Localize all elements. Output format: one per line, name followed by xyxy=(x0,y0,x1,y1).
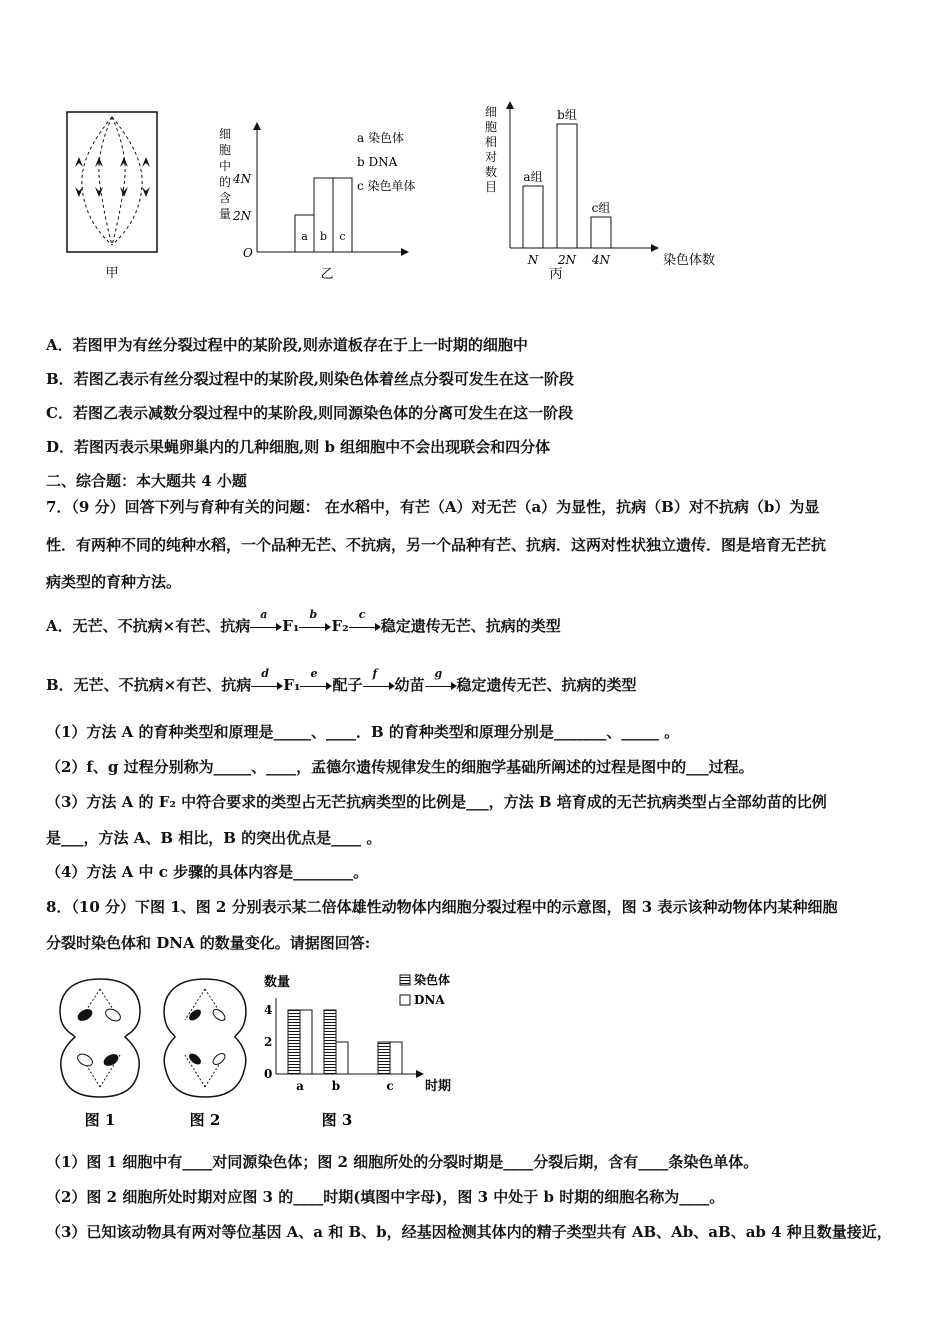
option-b: B．若图乙表示有丝分裂过程中的某阶段,则染色体着丝点分裂可发生在这一阶段 xyxy=(46,370,574,388)
legend-swatch-fig3-0 xyxy=(400,975,410,985)
arrow-b: b xyxy=(299,617,331,637)
option-a: A．若图甲为有丝分裂过程中的某阶段,则赤道板存在于上一时期的细胞中 xyxy=(46,336,528,354)
q7-stem-2: 性．有两种不同的纯种水稻，一个品种无芒、不抗病，另一个品种有芒、抗病．这两对性状独立遗传．图是培育无芒抗 xyxy=(46,536,827,554)
arrow-e: e xyxy=(300,676,332,696)
xtick-bing-1: 2N xyxy=(557,253,577,267)
legend-yi-0: a 染色体 xyxy=(357,131,404,145)
arrow-d: d xyxy=(251,676,283,696)
bar-label-bing-2: c组 xyxy=(591,201,611,215)
figure-jia xyxy=(60,105,175,285)
xtick-fig3-c: c xyxy=(386,1079,394,1093)
legend-yi-2: c 染色单体 xyxy=(357,179,416,193)
chart-fig3 xyxy=(262,970,472,1135)
bar-label-bing-0: a组 xyxy=(523,170,543,184)
bing-ylabel-char: 数 xyxy=(485,165,498,179)
figure-1-caption: 图 1 xyxy=(84,1111,116,1129)
q7-sub4: （4）方法 A 中 c 步骤的具体内容是________。 xyxy=(46,863,369,881)
tick-fig3-4: 4 xyxy=(264,1003,273,1017)
section-heading: 二、综合题：本大题共 4 小题 xyxy=(46,472,247,490)
tick-4n: 4N xyxy=(233,172,252,186)
bing-ylabel-char: 对 xyxy=(485,150,498,164)
bar-label-bing-1: b组 xyxy=(557,108,577,122)
figure-1 xyxy=(55,975,145,1135)
bar-fig3-c-dna xyxy=(390,1042,402,1074)
q7-stem-1: 7．（9 分）回答下列与育种有关的问题： 在水稻中，有芒（A）对无芒（a）为显性，抗病（B）对不抗病（b）为显 xyxy=(46,498,820,516)
xtick-bing-2: 4N xyxy=(591,253,611,267)
bar-fig3-a-dna xyxy=(300,1010,312,1074)
tick-2n: 2N xyxy=(233,209,252,223)
q8-sub1: （1）图 1 细胞中有____对同源染色体；图 2 细胞所处的分裂时期是____分裂后期，含有____条染色单体。 xyxy=(46,1153,759,1171)
chart-yi-ylabel: 细胞中的含量 xyxy=(219,127,232,221)
legend-fig3-0: 染色体 xyxy=(414,973,451,987)
chart-bing xyxy=(480,100,716,285)
chart-bing-xlabel: 染色体数 xyxy=(663,253,716,268)
bar-label-yi-b: b xyxy=(319,230,328,243)
legend-yi-1: b DNA xyxy=(357,155,398,169)
figure-2-caption: 图 2 xyxy=(189,1111,221,1129)
bar-fig3-a-chromosome xyxy=(288,1010,300,1074)
figure-jia-caption: 甲 xyxy=(105,266,119,281)
tick-fig3-2: 2 xyxy=(264,1035,273,1049)
figure-2 xyxy=(155,975,255,1135)
bing-ylabel-char: 细 xyxy=(485,105,498,119)
arrow-c: c xyxy=(349,617,381,637)
q7-sub3a: （3）方法 A 的 F₂ 中符合要求的类型占无芒抗病类型的比例是___，方法 B 培育成的无芒抗病类型占全部幼苗的比例 xyxy=(46,793,827,811)
q7-sub1: （1）方法 A 的育种类型和原理是_____、____．B 的育种类型和原理分别是_______、_____ 。 xyxy=(46,723,680,741)
legend-fig3-1: DNA xyxy=(414,993,445,1007)
option-d: D．若图丙表示果蝇卵巢内的几种细胞,则 b 组细胞中不会出现联会和四分体 xyxy=(46,438,551,456)
chart-fig3-ylabel: 数量 xyxy=(264,975,291,990)
arrow-g: g xyxy=(425,676,457,696)
q8-sub2: （2）图 2 细胞所处时期对应图 3 的____时期(填图中字母)，图 3 中处于 b 时期的细胞名称为____。 xyxy=(46,1188,725,1206)
bar-fig3-b-chromosome xyxy=(324,1010,336,1074)
chart-yi-caption: 乙 xyxy=(320,267,334,282)
arrow-a: a xyxy=(250,617,282,637)
bar-label-yi-c: c xyxy=(339,230,346,243)
q8-stem-2: 分裂时染色体和 DNA 的数量变化。请据图回答: xyxy=(46,934,371,952)
chart-bing-caption: 丙 xyxy=(549,267,563,282)
xtick-bing-0: N xyxy=(527,253,539,267)
q8-sub3: （3）已知该动物具有两对等位基因 A、a 和 B、b，经基因检测其体内的精子类型共有 AB、Ab、aB、ab 4 种且数量接近， xyxy=(46,1223,892,1241)
tick-origin: O xyxy=(243,246,253,260)
bing-ylabel-char: 相 xyxy=(485,135,498,149)
xtick-fig3-a: a xyxy=(296,1079,304,1093)
bar-fig3-b-dna xyxy=(336,1042,348,1074)
bar-bing-1 xyxy=(557,124,577,248)
chart-yi xyxy=(205,120,450,285)
legend-swatch-fig3-1 xyxy=(400,995,410,1005)
arrow-f: f xyxy=(363,676,395,696)
bar-bing-2 xyxy=(591,217,611,248)
bing-ylabel-char: 目 xyxy=(485,180,498,194)
figure-3-caption: 图 3 xyxy=(321,1111,353,1129)
bing-ylabel-char: 胞 xyxy=(485,120,498,134)
xtick-fig3-b: b xyxy=(331,1079,341,1093)
q7-sub3b: 是___，方法 A、B 相比，B 的突出优点是____ 。 xyxy=(46,829,382,847)
chart-fig3-xlabel: 时期 xyxy=(425,1079,452,1094)
q7-stem-3: 病类型的育种方法。 xyxy=(46,573,182,591)
q7-sub2: （2）f、g 过程分别称为_____、____，孟德尔遗传规律发生的细胞学基础所阐述的过程是图中的___过程。 xyxy=(46,758,754,776)
tick-fig3-0: 0 xyxy=(264,1067,273,1081)
bar-label-yi-a: a xyxy=(301,230,308,243)
bar-fig3-c-chromosome xyxy=(378,1042,390,1074)
chart-bing-ylabel xyxy=(485,105,497,194)
bar-bing-0 xyxy=(523,186,543,248)
q8-stem-1: 8．（10 分）下图 1、图 2 分别表示某二倍体雄性动物体内细胞分裂过程中的示意图，图 3 表示该种动物体内某种细胞 xyxy=(46,898,838,916)
option-c: C．若图乙表示减数分裂过程中的某阶段,则同源染色体的分离可发生在这一阶段 xyxy=(46,404,574,422)
q7-method-a: A．无芒、不抗病×有芒、抗病 a F₁ b F₂ c 稳定遗传无芒、抗病的类型 xyxy=(46,608,561,635)
q7-method-b: B．无芒、不抗病×有芒、抗病 d F₁ e 配子 f 幼苗 g 稳定遗传无芒、抗病的类型 xyxy=(46,667,637,694)
